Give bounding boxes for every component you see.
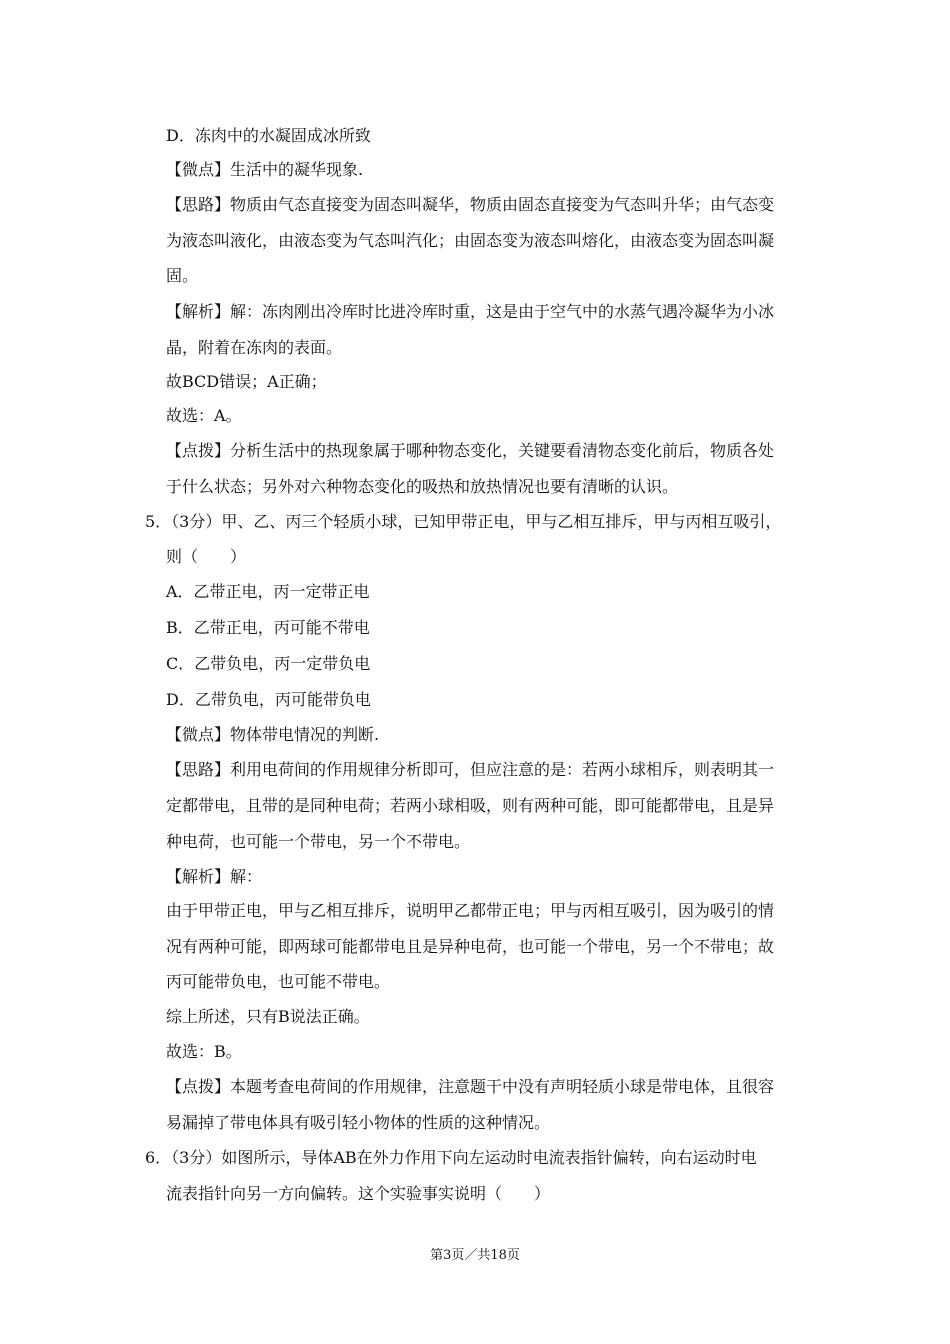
micro-point-q5: 【微点】物体带电情况的判断.: [166, 725, 380, 744]
idea-q4-line3: 固。: [166, 266, 199, 285]
analysis-q4-line1: 【解析】解：冻肉刚出冷库时比进冷库时重，这是由于空气中的水蒸气遇冷凝华为小冰: [166, 302, 775, 321]
idea-q4-line2: 为液态叫液化，由液态变为气态叫汽化；由固态变为液态叫熔化，由液态变为固态叫凝: [166, 231, 775, 250]
question-6-stem-cont: 流表指针向另一方向偏转。这个实验事实说明（ ）: [166, 1184, 551, 1203]
tip-q4-line2: 于什么状态；另外对六种物态变化的吸热和放热情况也要有清晰的认识。: [166, 477, 679, 496]
question-5-stem-cont: 则（ ）: [166, 547, 247, 566]
page-footer: 第3页／共18页: [430, 1248, 520, 1263]
idea-q5-line1: 【思路】利用电荷间的作用规律分析即可，但应注意的是：若两小球相斥，则表明其一: [166, 760, 775, 779]
analysis-q4-line3: 故BCD错误；A正确；: [166, 372, 327, 391]
analysis-q5-head: 【解析】解：: [166, 867, 263, 886]
question-5-stem: 5．（3分）甲、乙、丙三个轻质小球，已知甲带正电，甲与乙相互排斥，甲与丙相互吸引，: [145, 512, 782, 531]
tip-q5-line1: 【点拨】本题考查电荷间的作用规律，注意题干中没有声明轻质小球是带电体，且很容: [166, 1077, 775, 1096]
analysis-q5-line4: 综上所述，只有B说法正确。: [166, 1007, 370, 1026]
analysis-q4-line2: 晶，附着在冻肉的表面。: [166, 338, 343, 357]
option-b-q5: B．乙带正电，丙可能不带电: [166, 618, 370, 637]
answer-q4: 故选：A。: [166, 406, 242, 425]
question-6-stem: 6．（3分）如图所示，导体AB在外力作用下向左运动时电流表指针偏转，向右运动时电: [145, 1148, 757, 1167]
option-d-q5: D．乙带负电，丙可能带负电: [166, 690, 371, 709]
answer-q5: 故选：B。: [166, 1042, 242, 1061]
option-c-q5: C．乙带负电，丙一定带负电: [166, 654, 371, 673]
analysis-q5-line1: 由于甲带正电，甲与乙相互排斥，说明甲乙都带正电；甲与丙相互吸引，因为吸引的情: [166, 901, 775, 920]
idea-q4-line1: 【思路】物质由气态直接变为固态叫凝华，物质由固态直接变为气态叫升华；由气态变: [166, 195, 775, 214]
analysis-q5-line3: 丙可能带负电，也可能不带电。: [166, 972, 391, 991]
analysis-q5-line2: 况有两种可能，即两球可能都带电且是异种电荷，也可能一个带电，另一个不带电；故: [166, 937, 775, 956]
micro-point-q4: 【微点】生活中的凝华现象.: [166, 160, 364, 179]
option-d-q4: D．冻肉中的水凝固成冰所致: [166, 126, 371, 145]
idea-q5-line2: 定都带电，且带的是同种电荷；若两小球相吸，则有两种可能，即可能都带电，且是异: [166, 796, 775, 815]
tip-q5-line2: 易漏掉了带电体具有吸引轻小物体的性质的这种情况。: [166, 1113, 551, 1132]
option-a-q5: A．乙带正电，丙一定带正电: [166, 582, 370, 601]
idea-q5-line3: 种电荷，也可能一个带电，另一个不带电。: [166, 832, 471, 851]
tip-q4-line1: 【点拨】分析生活中的热现象属于哪种物态变化，关键要看清物态变化前后，物质各处: [166, 441, 775, 460]
